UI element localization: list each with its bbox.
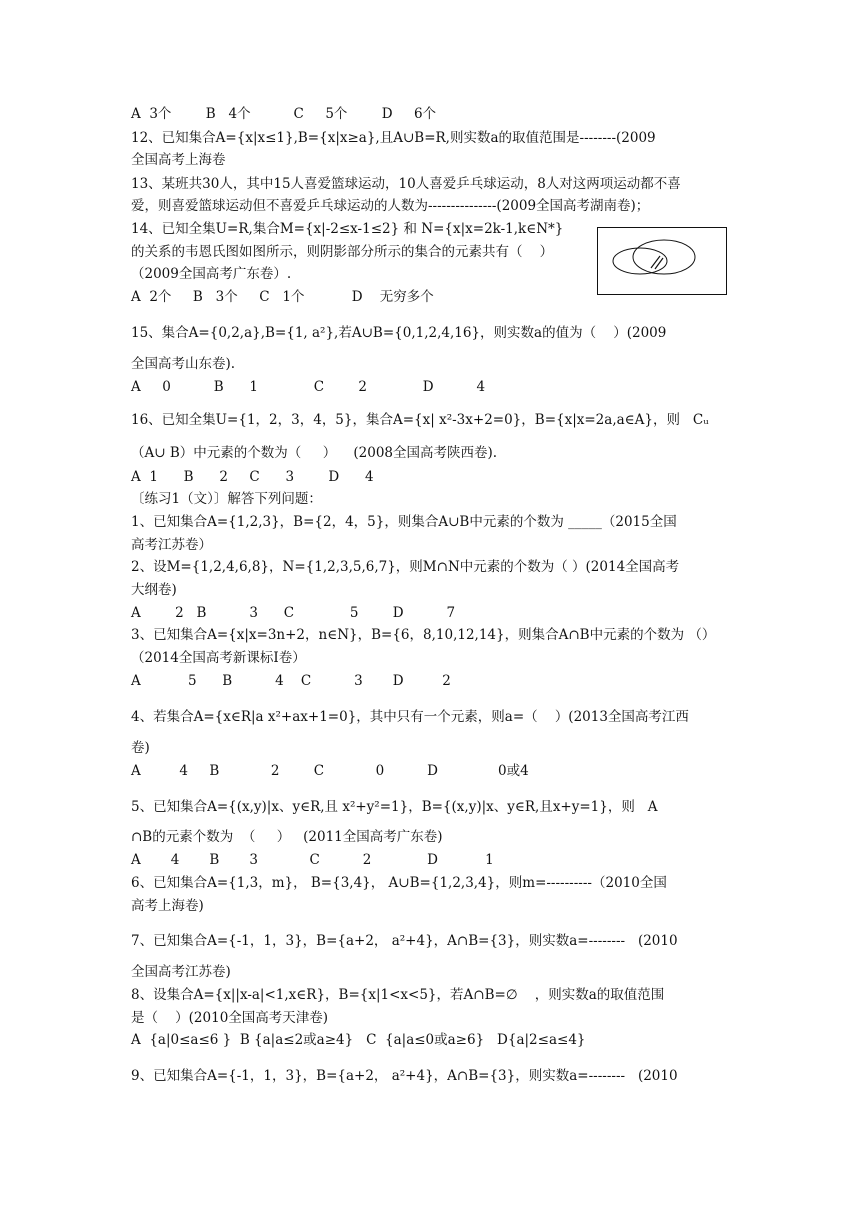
text-line: A 1 B 2 C 3 D 4 <box>131 469 374 485</box>
venn-diagram-figure <box>598 228 726 294</box>
text-line: A 4 B 3 C 2 D 1 <box>131 852 494 868</box>
text-line: ∩B的元素个数为 （ ） (2011全国高考广东卷) <box>131 829 443 845</box>
text-line: 是（ ）(2010全国高考天津卷) <box>131 1010 329 1026</box>
text-line: 13、某班共30人，其中15人喜爱篮球运动，10人喜爱乒乓球运动，8人对这两项运动都不喜 <box>131 176 681 192</box>
text-line: A {a|0≤a≤6 } B {a|a≤2或a≥4} C {a|a≤0或a≥6} D{a|2≤a≤4} <box>131 1032 586 1048</box>
venn-shading-line <box>651 256 660 268</box>
text-line: 8、设集合A={x||x-a|<1,x∈R}，B={x|1<x<5}，若A∩B=∅ ，则实数a的取值范围 <box>131 987 665 1003</box>
text-line: 16、已知全集U={1，2，3，4，5}，集合A={x| x²-3x+2=0}，B={x|x=2a,a∈A}，则 Cᵤ <box>131 412 709 428</box>
text-line: 6、已知集合A={1,3，m}， B={3,4}， A∪B={1,2,3,4}，则m=----------（2010全国 <box>131 875 667 891</box>
text-line: 爱，则喜爱篮球运动但不喜爱乒乓球运动的人数为---------------(2009全国高考湖南卷)； <box>131 198 650 214</box>
text-line: 7、已知集合A={-1，1，3}，B={a+2， a²+4}，A∩B={3}，则实数a=-------- (2010 <box>131 933 678 949</box>
text-line: 3、已知集合A={x|x=3n+2，n∈N}，B={6，8,10,12,14}，则集合A∩B中元素的个数为 （） <box>131 627 716 643</box>
text-line: A 3个 B 4个 C 5个 D 6个 <box>131 106 437 122</box>
text-line: A 4 B 2 C 0 D 0或4 <box>131 763 529 779</box>
text-line: 高考江苏卷） <box>131 537 212 553</box>
text-line: 全国高考江苏卷) <box>131 964 231 980</box>
text-line: 2、设M={1,2,4,6,8}，N={1,2,3,5,6,7}，则M∩N中元素的个数为（ ）(2014全国高考 <box>131 559 680 575</box>
text-line: 〔练习1（文）〕解答下列问题： <box>131 491 322 507</box>
text-line: 卷) <box>131 740 150 756</box>
text-line: 大纲卷) <box>131 582 177 598</box>
venn-diagram <box>597 227 727 295</box>
text-line: 全国高考山东卷). <box>131 356 236 372</box>
text-line: 4、若集合A={x∈R|a x²+ax+1=0}，其中只有一个元素，则a=（ ）(2013全国高考江西 <box>131 709 689 725</box>
venn-circle-n <box>633 240 695 274</box>
text-line: 12、已知集合A={x|x≤1},B={x|x≥a},且A∪B=R,则实数a的取值范围是--------(2009 <box>131 130 656 146</box>
text-line: （A∪ B）中元素的个数为（ ） (2008全国高考陕西卷). <box>131 445 498 461</box>
text-line: 14、已知全集U=R,集合M={x|-2≤x-1≤2} 和 N={x|x=2k-1,k∈N*} <box>131 221 564 237</box>
text-line: 9、已知集合A={-1，1，3}，B={a+2， a²+4}，A∩B={3}，则实数a=-------- (2010 <box>131 1068 678 1084</box>
text-line: A 5 B 4 C 3 D 2 <box>131 673 451 689</box>
text-line: 1、已知集合A={1,2,3}，B={2，4，5}，则集合A∪B中元素的个数为 _____（2015全国 <box>131 514 677 530</box>
text-line: 5、已知集合A={(x,y)|x、y∈R,且 x²+y²=1}，B={(x,y)|x、y∈R,且x+y=1}，则 A <box>131 799 658 815</box>
text-line: 15、集合A={0,2,a},B={1, a²},若A∪B={0,1,2,4,16}，则实数a的值为（ ）(2009 <box>131 325 667 341</box>
text-line: （2009全国高考广东卷）. <box>131 266 292 282</box>
text-line: 高考上海卷) <box>131 898 204 914</box>
text-line: A 2 B 3 C 5 D 7 <box>131 605 456 621</box>
text-line: 全国高考上海卷 <box>131 152 226 168</box>
text-line: A 2个 B 3个 C 1个 D 无穷多个 <box>131 289 434 305</box>
venn-shading-line <box>655 258 663 269</box>
text-line: （2014全国高考新课标Ⅰ卷） <box>131 650 306 666</box>
text-line: A 0 B 1 C 2 D 4 <box>131 379 486 395</box>
venn-circle-m <box>613 248 667 274</box>
text-line: 的关系的韦恩氏图如图所示，则阴影部分所示的集合的元素共有（ ） <box>131 244 554 260</box>
